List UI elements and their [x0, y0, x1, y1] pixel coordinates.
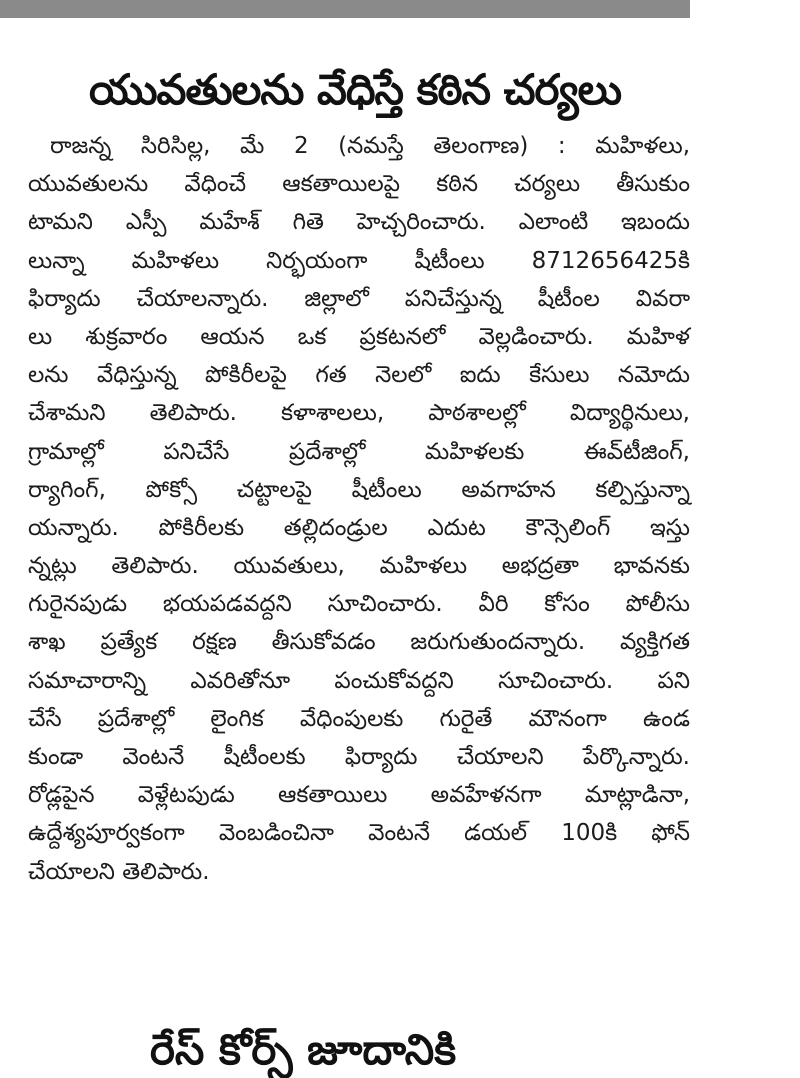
article-line: కుండా వెంటనే షీటీంలకు ఫిర్యాదు చేయాలని పేర్కొన్నారు.: [28, 744, 690, 770]
article-line: యువతులను వేధించే ఆకతాయిలపై కఠిన చర్యలు తీసుకుం: [28, 171, 690, 198]
article-line: యన్నారు. పోకిరీలకు తల్లిదండ్రుల ఎదుట కౌన్సెలింగ్ ఇస్తు: [28, 514, 690, 541]
article-line: లను వేధిస్తున్న పోకిరీలపై గత నెలలో ఐదు కేసులు నమోదు: [28, 362, 690, 389]
next-article-headline: రేస్ కోర్స్ జూదానికి: [150, 1025, 457, 1074]
article-headline: యువతులను వేధిస్తే కఠిన చర్యలు: [89, 65, 621, 114]
article-line: రాజన్న సిరిసిల్ల, మే 2 (నమస్తే తెలంగాణ) : మహిళలు,: [50, 133, 690, 159]
article-line: చేసే ప్రదేశాల్లో లైంగిక వేధింపులకు గురైతే మౌనంగా ఉండ: [28, 705, 690, 732]
article-line: రోడ్లపైన వెళ్లేటపుడు ఆకతాయిలు అవహేళనగా మాట్లాడినా,: [28, 782, 690, 809]
top-divider-bar: [0, 0, 690, 18]
article-line: గ్రామాల్లో పనిచేసే ప్రదేశాల్లో మహిళలకు ఈవ్‌టీజింగ్,: [28, 438, 690, 465]
article-body: [28, 127, 690, 891]
article-line: లు శుక్రవారం ఆయన ఒక ప్రకటనలో వెల్లడించారు. మహిళ: [28, 323, 690, 350]
article-line: చేశామని తెలిపారు. కళాశాలలు, పాఠశాలల్లో విద్యార్థినులు,: [28, 400, 690, 427]
article-line: ఫిర్యాదు చేయాలన్నారు. జిల్లాలో పనిచేస్తున్న షీటీంల వివరా: [28, 285, 690, 312]
article-line: చేయాలని తెలిపారు.: [28, 858, 210, 885]
article-line: శాఖ ప్రత్యేక రక్షణ తీసుకోవడం జరుగుతుందన్నారు. వ్యక్తిగత: [28, 629, 690, 656]
article-line: న్నట్లు తెలిపారు. యువతులు, మహిళలు అభద్రతా భావనకు: [28, 553, 690, 580]
article-line: టామని ఎస్పీ మహేశ్ గితె హెచ్చరించారు. ఎలాంటి ఇబందు: [28, 209, 690, 236]
article-line: సమాచారాన్ని ఎవరితోనూ పంచుకోవద్దని సూచించారు. పని: [28, 667, 690, 694]
article-line: గురైనపుడు భయపడవద్దని సూచించారు. వీరి కోసం పోలీసు: [28, 591, 690, 618]
article-line: లున్నా మహిళలు నిర్భయంగా షీటీంలు 8712656425కి: [28, 247, 690, 274]
article-line: ర్యాగింగ్, పోక్సో చట్టాలపై షీటీంలు అవగాహన కల్పిస్తున్నా: [28, 476, 690, 503]
next-article-headline-clip: [150, 1022, 580, 1074]
article-line: ఉద్దేశ్యపూర్వకంగా వెంబడించినా వెంటనే డయల్ 100కి ఫోన్: [28, 820, 690, 847]
